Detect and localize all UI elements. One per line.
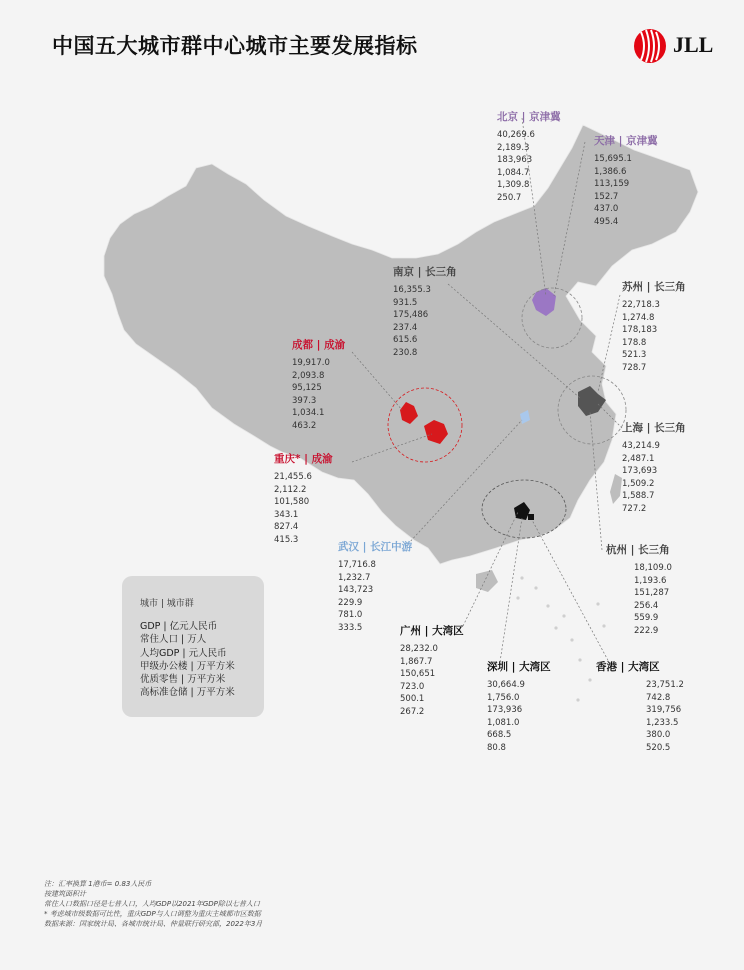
city-hangzhou-warehouse: 222.9 <box>634 625 659 636</box>
city-guangzhou-gdp-per-capita: 150,651 <box>400 669 436 679</box>
city-suzhou-gdp: 22,718.3 <box>622 300 660 310</box>
city-beijing-office: 1,084.7 <box>497 167 530 178</box>
footnote-line: * 考虑城市级数据可比性，重庆GDP与人口调整为重庆主城都市区数据 <box>44 910 261 918</box>
city-shenzhen <box>487 660 551 754</box>
legend-item: GDP | 亿元人民币 <box>140 621 218 632</box>
city-guangzhou-retail: 500.1 <box>400 694 425 704</box>
city-hangzhou-gdp-per-capita: 151,287 <box>634 588 670 598</box>
city-guangzhou-label: 广州 | 大湾区 <box>400 625 464 637</box>
city-chongqing-label: 重庆* | 成渝 <box>274 453 333 465</box>
city-hongkong-label: 香港 | 大湾区 <box>596 661 660 673</box>
city-shanghai-gdp: 43,214.9 <box>622 441 660 451</box>
city-shenzhen-office: 1,081.0 <box>487 717 520 728</box>
city-chongqing <box>274 452 333 546</box>
city-shenzhen-gdp-per-capita: 173,936 <box>487 705 523 715</box>
footnote-line: 注：汇率换算 1港币= 0.83人民币 <box>44 880 152 888</box>
legend-item: 常住人口 | 万人 <box>140 634 207 646</box>
city-beijing-label: 北京 | 京津冀 <box>497 111 561 123</box>
city-guangzhou-warehouse: 267.2 <box>400 706 425 717</box>
city-tianjin-population: 1,386.6 <box>594 166 627 177</box>
city-shenzhen-gdp: 30,664.9 <box>487 680 525 690</box>
city-hangzhou-office: 256.4 <box>634 600 659 611</box>
city-wuhan-office: 229.9 <box>338 597 363 608</box>
city-hangzhou-gdp: 18,109.0 <box>634 563 672 573</box>
city-guangzhou <box>400 624 464 718</box>
city-suzhou-population: 1,274.8 <box>622 312 655 323</box>
city-nanjing-population: 931.5 <box>393 297 418 308</box>
city-nanjing-office: 237.4 <box>393 322 418 333</box>
city-chengdu-population: 2,093.8 <box>292 370 325 381</box>
city-chongqing-gdp-per-capita: 101,580 <box>274 497 310 507</box>
city-suzhou-gdp-per-capita: 178,183 <box>622 325 658 335</box>
city-wuhan-population: 1,232.7 <box>338 572 371 583</box>
city-wuhan <box>338 540 412 634</box>
page-title: 中国五大城市群中心城市主要发展指标 <box>52 34 418 58</box>
city-tianjin-warehouse: 495.4 <box>594 216 619 227</box>
city-beijing-gdp: 40,269.6 <box>497 130 535 140</box>
city-beijing-gdp-per-capita: 183,963 <box>497 155 533 165</box>
jll-logo-text: JLL <box>673 32 714 57</box>
city-wuhan-gdp: 17,716.8 <box>338 560 376 570</box>
city-beijing-retail: 1,309.8 <box>497 180 530 190</box>
city-tianjin-office: 152.7 <box>594 191 619 202</box>
city-chengdu-label: 成都 | 成渝 <box>292 339 346 351</box>
city-guangzhou-gdp: 28,232.0 <box>400 644 438 654</box>
city-hangzhou-retail: 559.9 <box>634 613 659 623</box>
city-guangzhou-office: 723.0 <box>400 681 425 692</box>
city-chengdu-gdp: 19,917.0 <box>292 358 330 368</box>
city-hongkong <box>596 660 684 754</box>
city-hangzhou <box>606 543 672 637</box>
footnote-line: 数据来源：国家统计局、各城市统计局、仲量联行研究部，2022年3月 <box>44 920 263 928</box>
city-nanjing-gdp-per-capita: 175,486 <box>393 310 429 320</box>
city-beijing-warehouse: 250.7 <box>497 192 522 203</box>
city-chengdu-retail: 1,034.1 <box>292 408 325 418</box>
city-shanghai-label: 上海 | 长三角 <box>622 422 686 434</box>
city-shanghai <box>622 421 686 515</box>
city-guangzhou-population: 1,867.7 <box>400 656 433 667</box>
legend-item: 优质零售 | 万平方米 <box>140 674 226 686</box>
legend-items <box>140 620 235 700</box>
city-hongkong-gdp: 23,751.2 <box>646 680 684 690</box>
city-chengdu-office: 397.3 <box>292 395 317 406</box>
city-chongqing-warehouse: 415.3 <box>274 534 299 545</box>
city-nanjing <box>393 265 457 359</box>
city-hangzhou-population: 1,193.6 <box>634 575 667 586</box>
legend-item: 人均GDP | 元人民币 <box>140 647 227 659</box>
city-suzhou-office: 178.8 <box>622 337 647 348</box>
city-tianjin-retail: 437.0 <box>594 204 619 214</box>
city-chongqing-retail: 827.4 <box>274 522 299 532</box>
city-wuhan-retail: 781.0 <box>338 610 363 620</box>
taiwan-island <box>610 474 622 504</box>
city-hongkong-office: 1,233.5 <box>646 717 679 728</box>
city-chengdu-gdp-per-capita: 95,125 <box>292 383 322 393</box>
city-wuhan-gdp-per-capita: 143,723 <box>338 585 374 595</box>
legend-item: 高标准仓储 | 万平方米 <box>140 687 235 699</box>
city-shanghai-population: 2,487.1 <box>622 453 655 464</box>
city-shenzhen-label: 深圳 | 大湾区 <box>487 661 551 673</box>
city-hangzhou-label: 杭州 | 长三角 <box>606 544 670 556</box>
hongkong-shape <box>528 514 534 520</box>
city-beijing <box>497 110 561 204</box>
city-tianjin-gdp-per-capita: 113,159 <box>594 179 630 189</box>
city-nanjing-gdp: 16,355.3 <box>393 285 431 295</box>
city-nanjing-retail: 615.6 <box>393 335 418 345</box>
city-suzhou-label: 苏州 | 长三角 <box>622 281 686 293</box>
city-tianjin-label: 天津 | 京津冀 <box>594 135 658 147</box>
city-suzhou-warehouse: 728.7 <box>622 362 647 373</box>
city-hongkong-gdp-per-capita: 319,756 <box>646 705 682 715</box>
city-shanghai-retail: 1,588.7 <box>622 491 655 501</box>
footnotes <box>44 879 262 929</box>
city-shanghai-office: 1,509.2 <box>622 478 655 489</box>
city-beijing-population: 2,189.3 <box>497 142 530 153</box>
city-wuhan-warehouse: 333.5 <box>338 622 363 633</box>
city-chengdu <box>292 338 345 432</box>
city-wuhan-label: 武汉 | 长江中游 <box>338 541 413 553</box>
legend-box <box>122 576 264 717</box>
city-chongqing-gdp: 21,455.6 <box>274 472 312 482</box>
footnote-line: 按建筑面积计 <box>44 890 86 898</box>
city-suzhou-retail: 521.3 <box>622 350 647 360</box>
city-hongkong-warehouse: 520.5 <box>646 742 671 753</box>
city-shenzhen-retail: 668.5 <box>487 730 512 740</box>
city-suzhou <box>622 280 686 374</box>
city-hongkong-retail: 380.0 <box>646 730 671 740</box>
city-nanjing-label: 南京 | 长三角 <box>393 266 457 278</box>
city-chongqing-office: 343.1 <box>274 509 299 520</box>
city-tianjin <box>594 134 658 228</box>
city-shanghai-gdp-per-capita: 173,693 <box>622 466 658 476</box>
city-shenzhen-warehouse: 80.8 <box>487 742 506 753</box>
city-tianjin-gdp: 15,695.1 <box>594 154 632 164</box>
city-nanjing-warehouse: 230.8 <box>393 347 418 358</box>
city-shenzhen-population: 1,756.0 <box>487 692 520 703</box>
footnote-line: 常住人口数据口径是七普人口，人均GDP以2021年GDP除以七普人口 <box>44 900 260 908</box>
legend-item: 甲级办公楼 | 万平方米 <box>140 660 235 672</box>
city-chengdu-warehouse: 463.2 <box>292 420 317 431</box>
legend-header: 城市 | 城市群 <box>140 599 194 609</box>
hainan-island <box>476 570 498 592</box>
city-chongqing-population: 2,112.2 <box>274 484 307 495</box>
city-shanghai-warehouse: 727.2 <box>622 503 647 514</box>
city-hongkong-population: 742.8 <box>646 692 671 703</box>
